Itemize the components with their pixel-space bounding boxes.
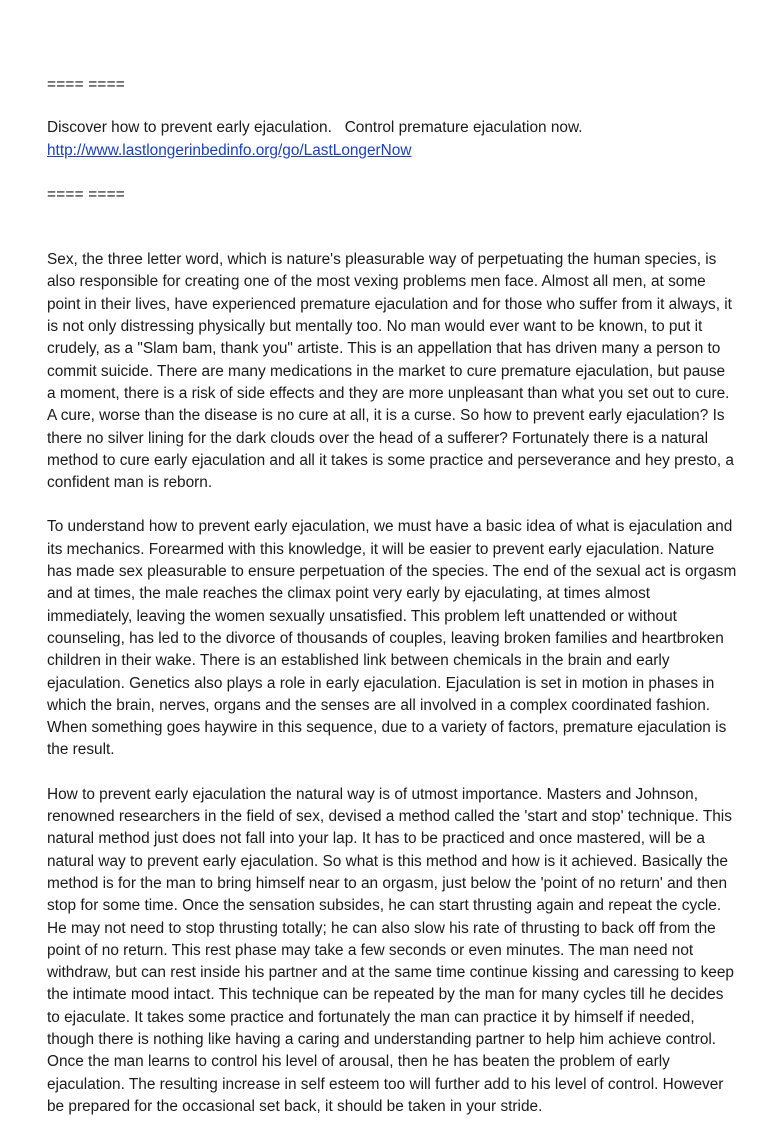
promo-link[interactable]: http://www.lastlongerinbedinfo.org/go/LastLongerNow [47,141,412,159]
intro-block [47,117,737,162]
article-paragraph-3: How to prevent early ejaculation the natural way is of utmost importance. Masters and Johnson, renowned researchers in the field of sex, devised a method called the 'start and stop' technique. This natural method just does not fall into your lap. It has to be practiced and once mastered, will be a natural way to prevent early ejaculation. So what is this method and how is it achieved. Basically the method is for the man to bring himself near to an orgasm, just below the 'point of no return' and then stop for some time. Once the sensation subsides, he can start thrusting again and repeat the cycle. He may not need to stop thrusting totally; he can also slow his rate of thrusting to back off from the point of no return. This rest phase may take a few seconds or even minutes. The man need not withdraw, but can rest inside his partner and at the same time continue kissing and caressing to keep the intimate mood intact. This technique can be repeated by the man for many cycles till he decides to ejaculate. It takes some practice and fortunately the man can practice it by himself if needed, though there is nothing like having a caring and understanding partner to help him achieve control. Once the man learns to control his level of arousal, then he has beaten the problem of early ejaculation. The resulting increase in self esteem too will further add to his level of control. However be prepared for the occasional set back, it should be taken in your stride. [47,785,734,1115]
intro-text: Discover how to prevent early ejaculation. Control premature ejaculation now. [47,119,583,137]
document-page [47,74,737,1140]
intro-link-line [47,140,737,162]
separator-bottom: ==== ==== [47,185,125,203]
article-body [47,249,737,1118]
article-paragraph-1: Sex, the three letter word, which is nature's pleasurable way of perpetuating the human species, is also responsible for creating one of the most vexing problems men face. Almost all men, at some point in their lives, have experienced premature ejaculation and for those who suffer from it always, it is not only distressing physically but mentally too. No man would ever want to be known, to put it crudely, as a "Slam bam, thank you" artiste. This is an appellation that has driven many a person to commit suicide. There are many medications in the market to cure premature ejaculation, but pause a moment, there is a risk of side effects and they are more unpleasant than what you set out to cure. A cure, worse than the disease is no cure at all, it is a curse. So how to prevent early ejaculation? Is there no silver lining for the dark clouds over the head of a sufferer? Fortunately there is a natural method to cure early ejaculation and all it takes is some practice and perseverance and hey presto, a confident man is reborn. [47,251,734,492]
separator-top: ==== ==== [47,76,125,93]
article-paragraph-2: To understand how to prevent early ejaculation, we must have a basic idea of what is ejaculation and its mechanics. Forearmed with this knowledge, it will be easier to prevent early ejaculation. Nature has made sex pleasurable to ensure perpetuation of the species. The end of the sexual act is orgasm and at times, the male reaches the climax point very early by ejaculating, at times almost immediately, leaving the women sexually unsatisfied. This problem left unattended or without counseling, has led to the divorce of thousands of couples, leaving broken families and heartbroken children in their wake. There is an established link between chemicals in the brain and early ejaculation. Genetics also plays a role in early ejaculation. Ejaculation is set in motion in phases in which the brain, nerves, organs and the senses are all involved in a complex coordinated fashion. When something goes haywire in this sequence, due to a variety of factors, premature ejaculation is the result. [47,518,737,759]
